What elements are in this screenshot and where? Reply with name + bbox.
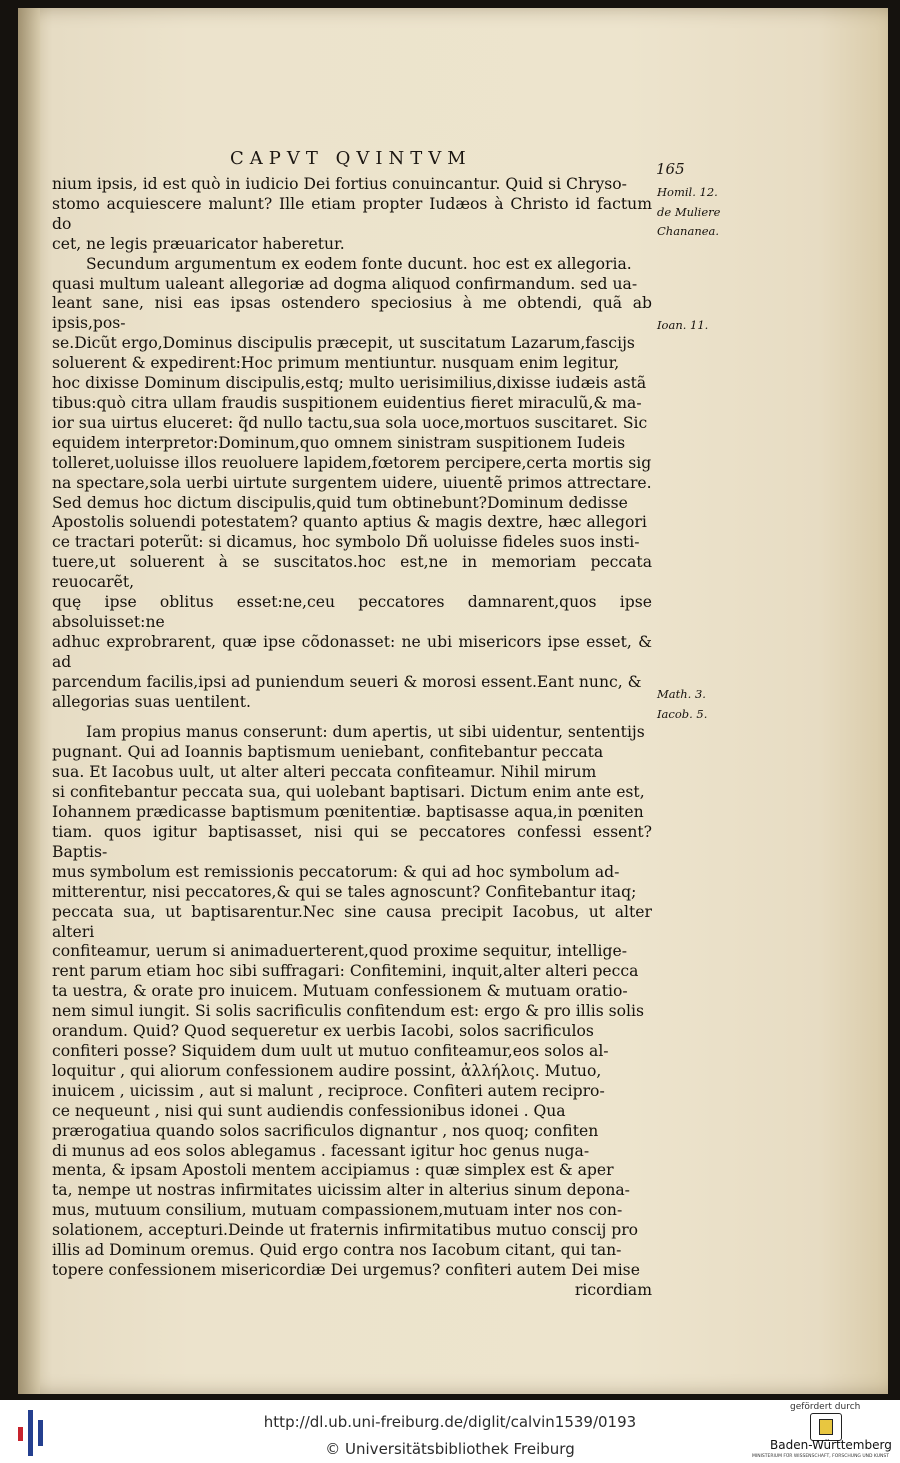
text-line: sua. Et Iacobus uult, ut alter alteri peccata confiteamur. Nihil mirum xyxy=(52,763,597,782)
text-line: confiteamur, uerum si animaduerterent,quod proxime sequitur, intellige- xyxy=(52,942,627,961)
text-line: pugnant. Qui ad Ioannis baptismum ueniebant, confitebantur peccata xyxy=(52,743,604,762)
body-text xyxy=(52,175,652,1301)
text-line: mitterentur, nisi peccatores,& qui se tales agnoscunt? Confitebantur itaq; xyxy=(52,882,637,901)
text-line: peccata sua, ut baptisarentur.Nec sine causa precipit Iacobus, ut alter alteri xyxy=(52,902,652,941)
text-line: leant sane, nisi eas ipsas ostendero speciosius à me obtendi, quã ab ipsis,pos- xyxy=(52,294,652,333)
text-line: hoc dixisse Dominum discipulis,estq; multo uerisimilius,dixisse iudæis astã xyxy=(52,374,647,393)
text-line: loquitur , qui aliorum confessionem audire possint, ἀλλήλοις. Mutuo, xyxy=(52,1061,602,1080)
text-line: tuere,ut soluerent à se suscitatos.hoc est,ne in memoriam peccata reuocarẽt, xyxy=(52,553,652,592)
text-line: quasi multum ualeant allegoriæ ad dogma aliquod confirmandum. sed ua- xyxy=(52,274,638,293)
text-line: ce nequeunt , nisi qui sunt audiendis confessionibus idonei . Qua xyxy=(52,1101,566,1120)
text-line: mus, mutuum consilium, mutuam compassionem,mutuam inter nos con- xyxy=(52,1201,623,1220)
text-line: solationem, accepturi.Deinde ut fraternis infirmitatibus mutuo conscij pro xyxy=(52,1221,639,1240)
marginal-note: de Muliere xyxy=(657,205,721,219)
text-line: stomo acquiescere malunt? Ille etiam propter Iudæos à Christo id factum do xyxy=(52,194,652,233)
text-line: parcendum facilis,ipsi ad puniendum seueri & morosi essent.Eant nunc, & xyxy=(52,672,642,691)
text-line: ta uestra, & orate pro inuicem. Mutuam confessionem & mutuam oratio- xyxy=(52,982,628,1001)
text-line: quę ipse oblitus esset:ne,ceu peccatores damnarent,quos ipse absoluisset:ne xyxy=(52,593,652,631)
text-line: Iam propius manus conserunt: dum apertis, ut sibi uidentur, sententijs xyxy=(86,723,645,742)
text-line: menta, & ipsam Apostoli mentem accipiamus : quæ simplex est & aper xyxy=(52,1161,614,1180)
text-line: orandum. Quid? Quod sequeretur ex uerbis Iacobi, solos sacrificulos xyxy=(52,1022,594,1041)
text-line: se.Dicũt ergo,Dominus discipulis præcepit, ut suscitatum Lazarum,fascijs xyxy=(52,334,635,353)
crest-shield-icon xyxy=(819,1419,833,1435)
text-line: mus symbolum est remissionis peccatorum: & qui ad hoc symbolum ad- xyxy=(52,862,620,881)
text-line: di munus ad eos solos ablegamus . facessant igitur hoc genus nuga- xyxy=(52,1141,590,1160)
text-line: nium ipsis, id est quò in iudicio Dei fortius conuincantur. Quid si Chryso- xyxy=(52,175,627,193)
state-name: Baden-Württemberg xyxy=(770,1438,892,1452)
text-line: Apostolis soluendi potestatem? quanto aptius & magis dextre, hæc allegori xyxy=(52,513,647,532)
funded-by-label: gefördert durch xyxy=(790,1402,861,1412)
text-line: equidem interpretor:Dominum,quo omnem sinistram suspitionem Iudeis xyxy=(52,433,626,452)
text-line: ior sua uirtus eluceret: q̃d nullo tactu,sua sola uoce,mortuos suscitaret. Sic xyxy=(52,413,648,432)
folio-number: 165 xyxy=(656,160,685,178)
marginal-note: Iacob. 5. xyxy=(657,707,708,721)
running-head: CAPVT QVINTVM xyxy=(230,148,472,169)
text-line: tibus:quò citra ullam fraudis suspitionem euidentius fieret miraculũ,& ma- xyxy=(52,393,642,412)
text-line: allegorias suas uentilent. xyxy=(52,692,251,711)
text-line: cet, ne legis præuaricator haberetur. xyxy=(52,234,345,253)
text-line: prærogatiua quando solos sacrificulos dignantur , nos quoq; confiten xyxy=(52,1121,599,1140)
text-line: rent parum etiam hoc sibi suffragari: Confitemini, inquit,alter alteri pecca xyxy=(52,962,639,981)
text-line: topere confessionem misericordiæ Dei urgemus? confiteri autem Dei mise xyxy=(52,1260,640,1279)
text-line: inuicem , uicissim , aut si malunt , reciproce. Confiteri autem recipro- xyxy=(52,1081,605,1100)
marginal-note: Chananea. xyxy=(657,224,720,238)
text-line: na spectare,sola uerbi uirtute surgentem uidere, uiuentẽ primos attrectare. xyxy=(52,473,652,492)
marginal-note: Math. 3. xyxy=(657,687,706,701)
text-line: soluerent & expedirent:Hoc primum mentiuntur. nusquam enim legitur, xyxy=(52,354,620,373)
text-line: tolleret,uoluisse illos reuoluere lapidem,fœtorem percipere,certa mortis sig xyxy=(52,453,652,472)
copyright-notice: © Universitätsbibliothek Freiburg xyxy=(325,1440,575,1458)
permalink-url[interactable]: http://dl.ub.uni-freiburg.de/diglit/calvin1539/0193 xyxy=(263,1413,637,1431)
marginal-note: Homil. 12. xyxy=(657,185,718,199)
text-line: nem simul iungit. Si solis sacrificulis confitendum est: ergo & pro illis solis xyxy=(52,1002,645,1021)
text-line: confiteri posse? Siquidem dum uult ut mutuo confiteamur,eos solos al- xyxy=(52,1041,609,1060)
text-line: Sed demus hoc dictum discipulis,quid tum obtinebunt?Dominum dedisse xyxy=(52,493,628,512)
text-line: ta, nempe ut nostras infirmitates uicissim alter in alterius sinum depona- xyxy=(52,1181,630,1200)
marginal-note: Ioan. 11. xyxy=(657,318,709,332)
text-line: tiam. quos igitur baptisasset, nisi qui se peccatores confessi essent? Baptis- xyxy=(52,823,652,861)
text-line: Secundum argumentum ex eodem fonte ducunt. hoc est ex allegoria. xyxy=(86,254,632,273)
ministry-label: MINISTERIUM FÜR WISSENSCHAFT, FORSCHUNG UND KUNST xyxy=(752,1454,889,1459)
text-line: ce tractari poterũt: si dicamus, hoc symbolo Dñ uoluisse fideles suos insti- xyxy=(52,533,640,552)
catchword: ricordiam xyxy=(574,1280,652,1299)
text-line: adhuc exprobrarent, quæ ipse cõdonasset: ne ubi misericors ipse esset, & ad xyxy=(52,632,652,671)
text-line: si confitebantur peccata sua, qui uolebant baptisari. Dictum enim ante est, xyxy=(52,783,645,802)
page-gutter xyxy=(18,8,40,1394)
text-line: Iohannem prædicasse baptismum pœnitentiæ. baptisasse aqua,in pœniten xyxy=(52,803,644,822)
text-line: illis ad Dominum oremus. Quid ergo contra nos Iacobum citant, qui tan- xyxy=(52,1241,622,1260)
